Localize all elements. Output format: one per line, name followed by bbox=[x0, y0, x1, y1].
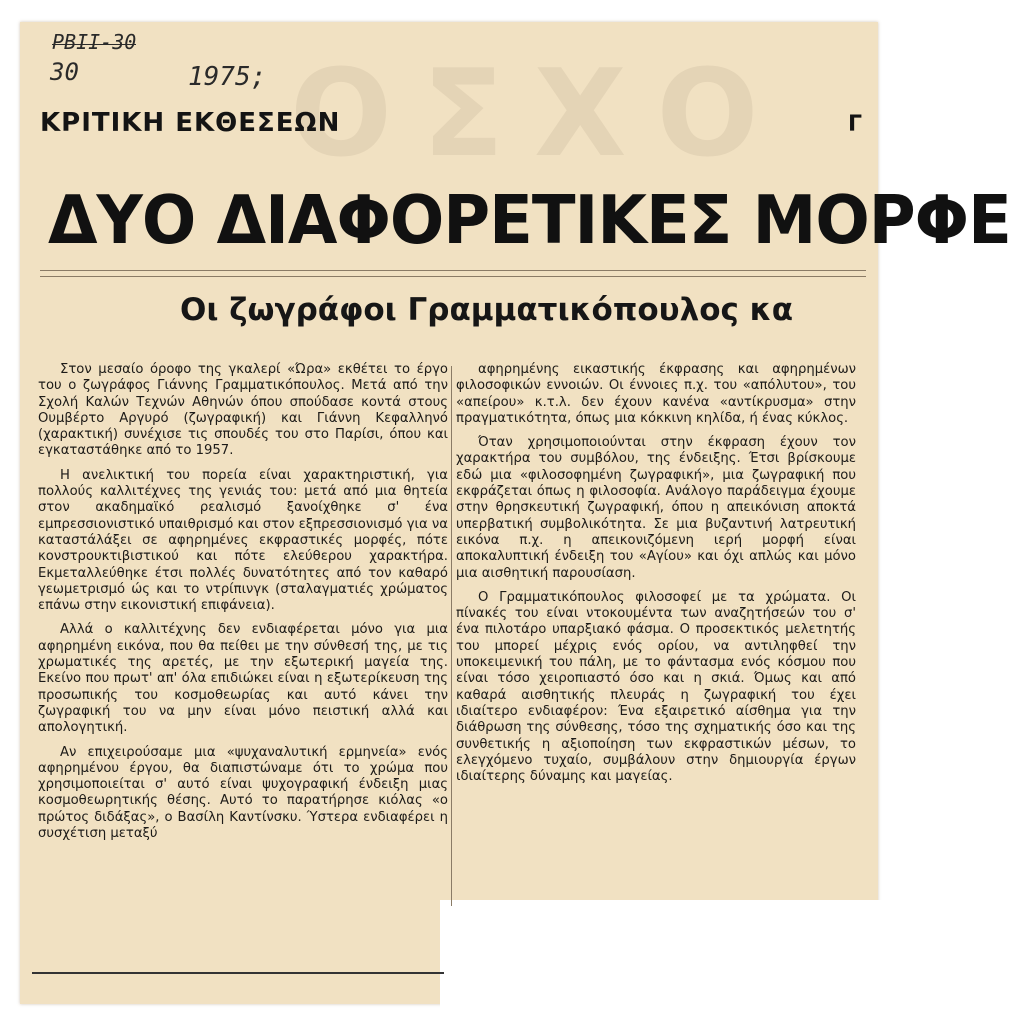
subheadline: Οι ζωγράφοι Γραμματικόπουλος κα bbox=[180, 292, 794, 328]
paragraph: Αλλά ο καλλιτέχνης δεν ενδιαφέρεται μόνο για μια αφηρημένη εικόνα, που θα πείθει με την σύνθεσή της, με τις χρωματικές της αρετές, με την εξωτερική μαγεία της. Εκείνο που πρωτ' απ' όλα επιδιώκει είναι η εξωτερίκευση της προσωπικής του κοσμοθεωρίας και αυτό κάνει την ζωγραφική του να μην είναι μόνο πειστική αλλά και απολογητική. bbox=[38, 622, 448, 736]
paragraph: Στον μεσαίο όροφο της γκαλερί «Ώρα» εκθέτει το έργο του ο ζωγράφος Γιάννης Γραμματικόπουλος. Μετά από την Σχολή Καλών Τεχνών Αθηνών όπου σπούδασε κοντά στους Ουμβέρτο Αργυρό (ζωγραφική) και Γιάννη Κεφαλληνό (χαρακτική) συνέχισε τις σπουδές του στο Παρίσι, όπου και εγκαταστάθηκε από το 1957. bbox=[38, 362, 448, 459]
bleed-through-texture: ΟΣΧΟ bbox=[290, 45, 789, 184]
headline-rule bbox=[40, 270, 866, 271]
paragraph: αφηρημένης εικαστικής έκφρασης και αφηρημένων φιλοσοφικών εννοιών. Οι έννοιες π.χ. του «απόλυτου», του «απείρου» κ.τ.λ. δεν έχουν κανένα «αντίκρυσμα» στην πραγματικότητα, όπως μια κόκκινη κηλίδα, ή ένας κύκλος. bbox=[456, 362, 856, 426]
handwritten-year: 1975; bbox=[188, 62, 267, 92]
paragraph: Όταν χρησιμοποιούνται στην έκφραση έχουν τον χαρακτήρα του συμβόλου, της ένδειξης. Έτσι βρίσκουμε εδώ μια «φιλοσοφημένη ζωγραφική», μια ζωγραφική που εκφράζεται όπως η φιλοσοφία. Ανάλογο παράδειγμα έχουμε στην θρησκευτική ζωγραφική, όπου η απεικόνιση αποκτά υπερβατική συμβολικότητα. Σε μια βυζαντινή λατρευτική εικόνα π.χ. η απεικονιζόμενη ιερή μορφή είναι αποκαλυπτική ένδειξη του «Αγίου» και όχι απλώς και μόνο μια αισθητική παρουσίαση. bbox=[456, 435, 856, 581]
paragraph: Ο Γραμματικόπουλος φιλοσοφεί με τα χρώματα. Οι πίνακές του είναι ντοκουμέντα των αναζητήσεών του σ' ένα πιλοτάρο υπαρξιακό φάσμα. Ο προσεκτικός μελετητής του μπορεί μέχρις ενός ορίου, να αντιληφθεί την υποκειμενική του πάλη, με το φάντασμα ενός κόσμου που είναι τόσο χειροπιαστό όσο και η σκιά. Όμως και από καθαρά αισθητικής πλευράς η ζωγραφική του έχει ιδιαίτερο ενδιαφέρον: Ένα εξαιρετικό αίσθημα για την διάθρωση της σύνθεσης, τόσο της σχηματικής όσο και της συνθετικής η αξιοποίηση των εκφραστικών μέσων, το ελεγχόμενο τυχαίο, συμβάλουν στην δημιουργία έργων ιδιαίτερης δύναμης και μαγείας. bbox=[456, 589, 856, 785]
paragraph: Η ανελικτική του πορεία είναι χαρακτηριστική, για πολλούς καλλιτέχνες της γενιάς του: μετά από μια θητεία στον ακαδημαϊκό ρεαλισμό ξανοίχθηκε σ' ένα εμπρεσσιονιστικό υπαιθρισμό και στον εξπρεσσιονισμό για να καταστάλάξει σε αφηρημένες εκφραστικές μορφές, πότε κονστρουκτιβιστικού και πότε ελεύθερου χαρακτήρα. Εκμεταλλεύθηκε έτσι πολλές δυνατότητες από τον καθαρό γεωμετρισμό ώς και το ντρίπινγκ (σταλαγματιές χρώματος επάνω στην εικονιστική επιφάνεια). bbox=[38, 467, 448, 614]
article-column-right bbox=[456, 362, 856, 793]
section-heading-cut: Γ bbox=[848, 112, 863, 137]
paragraph: Αν επιχειρούσαμε μια «ψυχαναλυτική ερμηνεία» ενός αφηρημένου έργου, θα διαπιστώναμε ότι το χρώμα που χρησιμοποιείται σ' αυτό είναι ψυχογραφική ένδειξη μιας κοσμοθεωρητικής θέσης. Αυτό το παρατήρησε κιόλας «ο πρώτος διδάξας», ο Βασίλη Καντίνσκυ. Ύστερα ενδιαφέρει η συσχέτιση μεταξύ bbox=[38, 744, 448, 842]
section-heading: ΚΡΙΤΙΚΗ ΕΚΘΕΣΕΩΝ bbox=[40, 108, 341, 138]
handwritten-number: 30 bbox=[50, 58, 79, 86]
clipping-cut-edge bbox=[440, 900, 890, 1030]
column-divider bbox=[451, 366, 452, 906]
headline-rule-2 bbox=[40, 276, 866, 277]
bottom-rule bbox=[32, 972, 444, 974]
handwritten-reference: ΡΒΙΙ-30 bbox=[52, 30, 137, 54]
article-column-left bbox=[38, 362, 448, 850]
headline: ΔΥΟ ΔΙΑΦΟΡΕΤΙΚΕΣ ΜΟΡΦΕ bbox=[48, 182, 1011, 260]
